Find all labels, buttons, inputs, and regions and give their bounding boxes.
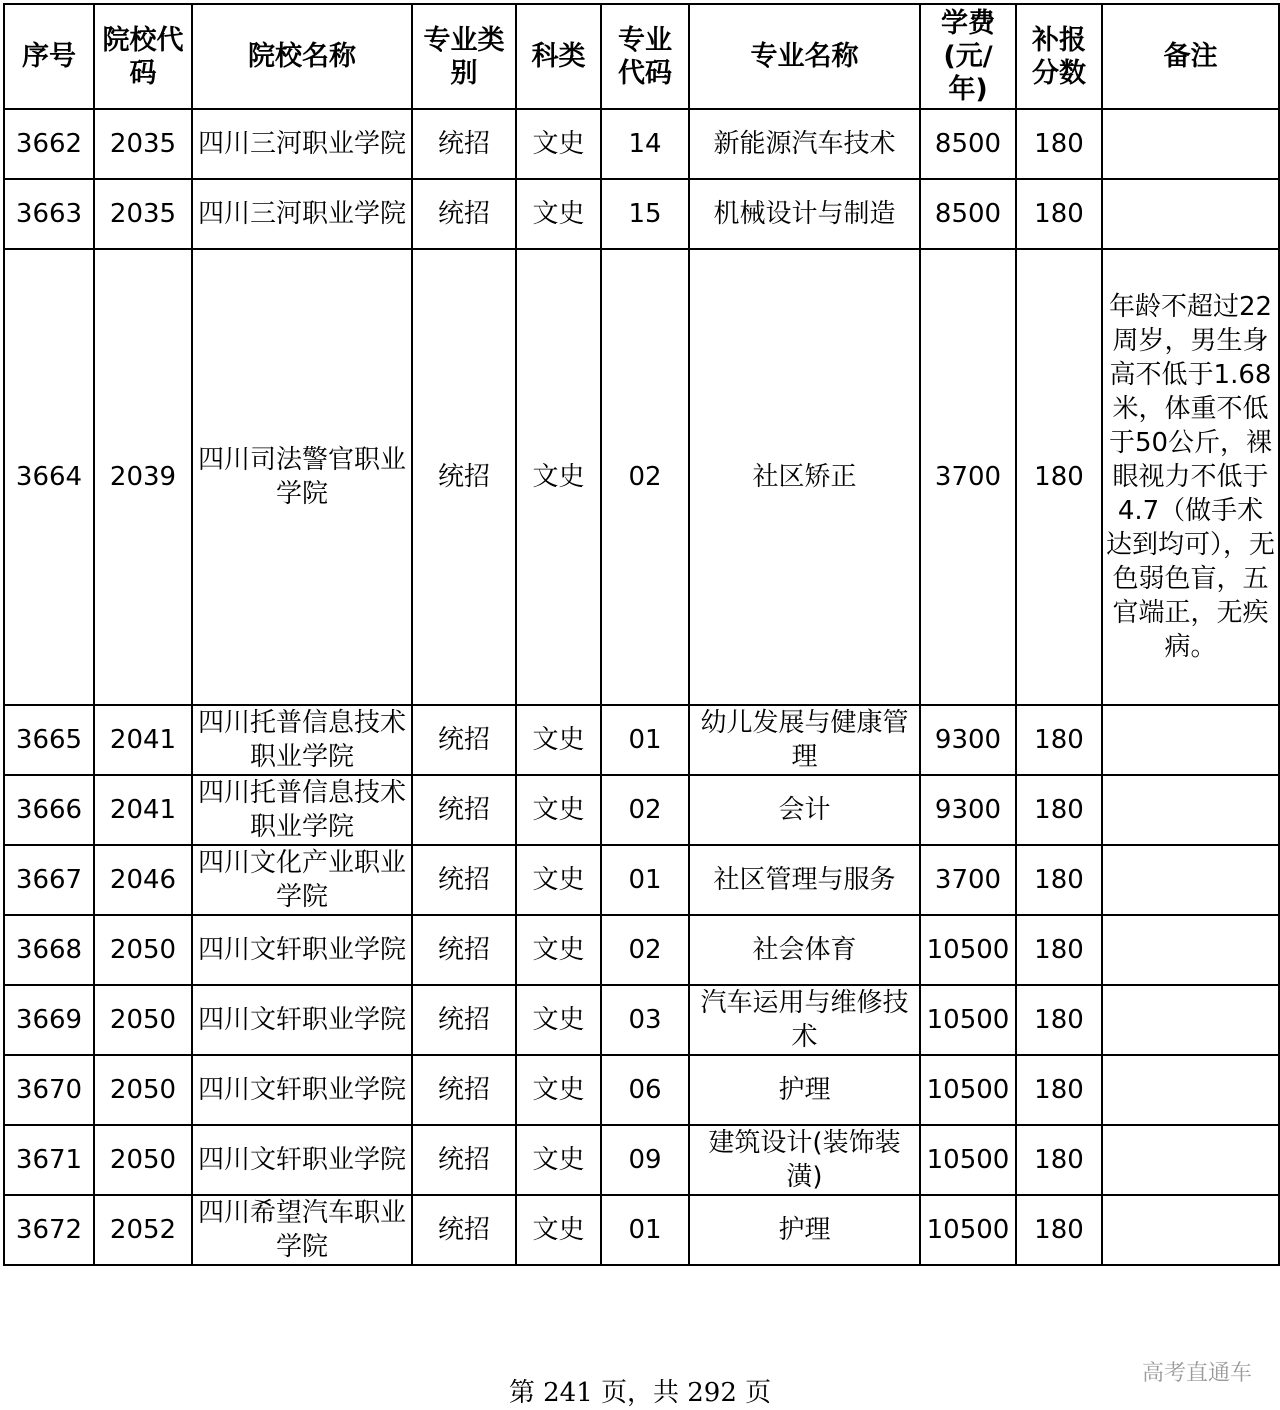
table-cell: 3669	[4, 985, 94, 1055]
table-cell: 文史	[516, 1055, 601, 1125]
table-cell: 统招	[412, 249, 516, 705]
table-cell: 3666	[4, 775, 94, 845]
table-cell: 统招	[412, 915, 516, 985]
header-cell: 专业类别	[412, 4, 516, 109]
table-cell: 3672	[4, 1195, 94, 1265]
table-cell: 15	[601, 179, 689, 249]
table-cell	[1102, 1195, 1279, 1265]
header-cell: 备注	[1102, 4, 1279, 109]
table-cell: 3667	[4, 845, 94, 915]
table-cell: 2035	[94, 109, 192, 179]
table-cell: 9300	[920, 775, 1016, 845]
table-row	[4, 249, 1279, 705]
watermark: 高考直通车	[1141, 1361, 1252, 1386]
table-cell: 文史	[516, 249, 601, 705]
table-cell: 8500	[920, 179, 1016, 249]
table-row	[4, 775, 1279, 845]
table-cell: 文史	[516, 775, 601, 845]
table-cell: 01	[601, 1195, 689, 1265]
table-cell: 四川文轩职业学院	[192, 1125, 412, 1195]
table-cell: 180	[1016, 775, 1102, 845]
header-row	[4, 4, 1279, 109]
table-cell	[1102, 845, 1279, 915]
table-cell: 9300	[920, 705, 1016, 775]
table-cell: 180	[1016, 179, 1102, 249]
table-cell: 文史	[516, 179, 601, 249]
table-cell	[1102, 179, 1279, 249]
table-cell: 2052	[94, 1195, 192, 1265]
header-cell: 专业代码	[601, 4, 689, 109]
table-cell: 180	[1016, 249, 1102, 705]
table-cell: 社会体育	[689, 915, 920, 985]
header-cell: 院校名称	[192, 4, 412, 109]
table-cell	[1102, 775, 1279, 845]
table-cell: 四川托普信息技术职业学院	[192, 705, 412, 775]
table-cell: 四川文轩职业学院	[192, 1055, 412, 1125]
table-cell: 2050	[94, 915, 192, 985]
table-cell: 3664	[4, 249, 94, 705]
table-cell	[1102, 705, 1279, 775]
table-cell: 180	[1016, 109, 1102, 179]
table-cell: 四川三河职业学院	[192, 109, 412, 179]
table-cell: 180	[1016, 1055, 1102, 1125]
table-cell: 3671	[4, 1125, 94, 1195]
table-cell: 统招	[412, 845, 516, 915]
table-cell: 3663	[4, 179, 94, 249]
table-cell: 建筑设计(装饰装潢)	[689, 1125, 920, 1195]
table-cell: 四川司法警官职业学院	[192, 249, 412, 705]
table-cell	[1102, 985, 1279, 1055]
table-row	[4, 985, 1279, 1055]
table-cell: 2046	[94, 845, 192, 915]
table-cell: 3665	[4, 705, 94, 775]
table-cell: 2041	[94, 775, 192, 845]
table-row	[4, 705, 1279, 775]
table-cell: 统招	[412, 985, 516, 1055]
table-cell: 统招	[412, 1125, 516, 1195]
table-cell: 180	[1016, 915, 1102, 985]
table-cell: 2050	[94, 985, 192, 1055]
header-cell: 学费(元/年)	[920, 4, 1016, 109]
table-cell: 四川文化产业职业学院	[192, 845, 412, 915]
admissions-table	[3, 3, 1280, 1266]
header-cell: 院校代码	[94, 4, 192, 109]
table-cell: 社区管理与服务	[689, 845, 920, 915]
table-cell: 2039	[94, 249, 192, 705]
table-cell: 文史	[516, 109, 601, 179]
table-cell: 14	[601, 109, 689, 179]
table-cell: 社区矫正	[689, 249, 920, 705]
header-cell: 科类	[516, 4, 601, 109]
table-cell: 180	[1016, 985, 1102, 1055]
table-cell	[1102, 915, 1279, 985]
table-cell: 机械设计与制造	[689, 179, 920, 249]
table-cell: 180	[1016, 1195, 1102, 1265]
header-cell: 序号	[4, 4, 94, 109]
table-cell: 幼儿发展与健康管理	[689, 705, 920, 775]
table-cell: 统招	[412, 705, 516, 775]
table-row	[4, 179, 1279, 249]
table-cell: 四川托普信息技术职业学院	[192, 775, 412, 845]
table-cell: 文史	[516, 1195, 601, 1265]
table-cell: 3662	[4, 109, 94, 179]
table-cell: 180	[1016, 845, 1102, 915]
table-cell	[1102, 109, 1279, 179]
table-cell: 统招	[412, 775, 516, 845]
table-cell: 02	[601, 775, 689, 845]
table-cell: 06	[601, 1055, 689, 1125]
table-cell: 03	[601, 985, 689, 1055]
table-cell: 四川文轩职业学院	[192, 915, 412, 985]
table-cell: 护理	[689, 1055, 920, 1125]
table-cell: 3700	[920, 249, 1016, 705]
table-cell: 统招	[412, 179, 516, 249]
table-cell: 01	[601, 705, 689, 775]
table-cell: 10500	[920, 915, 1016, 985]
table-cell	[1102, 1055, 1279, 1125]
table-row	[4, 109, 1279, 179]
table-cell: 2050	[94, 1125, 192, 1195]
table-cell: 180	[1016, 1125, 1102, 1195]
page-footer: 第 241 页，共 292 页	[508, 1378, 772, 1408]
table-cell: 文史	[516, 705, 601, 775]
table-cell: 3700	[920, 845, 1016, 915]
table-cell: 3670	[4, 1055, 94, 1125]
table-row	[4, 1055, 1279, 1125]
table-row	[4, 1195, 1279, 1265]
table-cell: 护理	[689, 1195, 920, 1265]
table-cell: 10500	[920, 1195, 1016, 1265]
table-cell: 180	[1016, 705, 1102, 775]
table-cell: 统招	[412, 1195, 516, 1265]
table-cell: 会计	[689, 775, 920, 845]
table-cell: 2041	[94, 705, 192, 775]
table-cell: 文史	[516, 985, 601, 1055]
table-cell: 02	[601, 915, 689, 985]
table-cell: 四川三河职业学院	[192, 179, 412, 249]
remark-cell: 年龄不超过22周岁，男生身高不低于1.68米，体重不低于50公斤，裸眼视力不低于4.7（做手术达到均可），无色弱色盲，五官端正，无疾病。	[1102, 249, 1279, 705]
table-cell: 四川文轩职业学院	[192, 985, 412, 1055]
table-cell: 3668	[4, 915, 94, 985]
table-cell: 8500	[920, 109, 1016, 179]
table-cell: 10500	[920, 985, 1016, 1055]
table-row	[4, 1125, 1279, 1195]
table-cell: 2050	[94, 1055, 192, 1125]
table-cell: 10500	[920, 1055, 1016, 1125]
table-cell: 02	[601, 249, 689, 705]
table-cell: 文史	[516, 845, 601, 915]
header-cell: 专业名称	[689, 4, 920, 109]
table-cell	[1102, 1125, 1279, 1195]
table-cell: 统招	[412, 109, 516, 179]
table-cell: 09	[601, 1125, 689, 1195]
table-row	[4, 845, 1279, 915]
header-cell: 补报分数	[1016, 4, 1102, 109]
table-cell: 文史	[516, 915, 601, 985]
table-cell: 2035	[94, 179, 192, 249]
table-cell: 01	[601, 845, 689, 915]
table-cell: 新能源汽车技术	[689, 109, 920, 179]
table-cell: 汽车运用与维修技术	[689, 985, 920, 1055]
table-cell: 文史	[516, 1125, 601, 1195]
table-cell: 10500	[920, 1125, 1016, 1195]
table-row	[4, 915, 1279, 985]
table-cell: 统招	[412, 1055, 516, 1125]
table-cell: 四川希望汽车职业学院	[192, 1195, 412, 1265]
